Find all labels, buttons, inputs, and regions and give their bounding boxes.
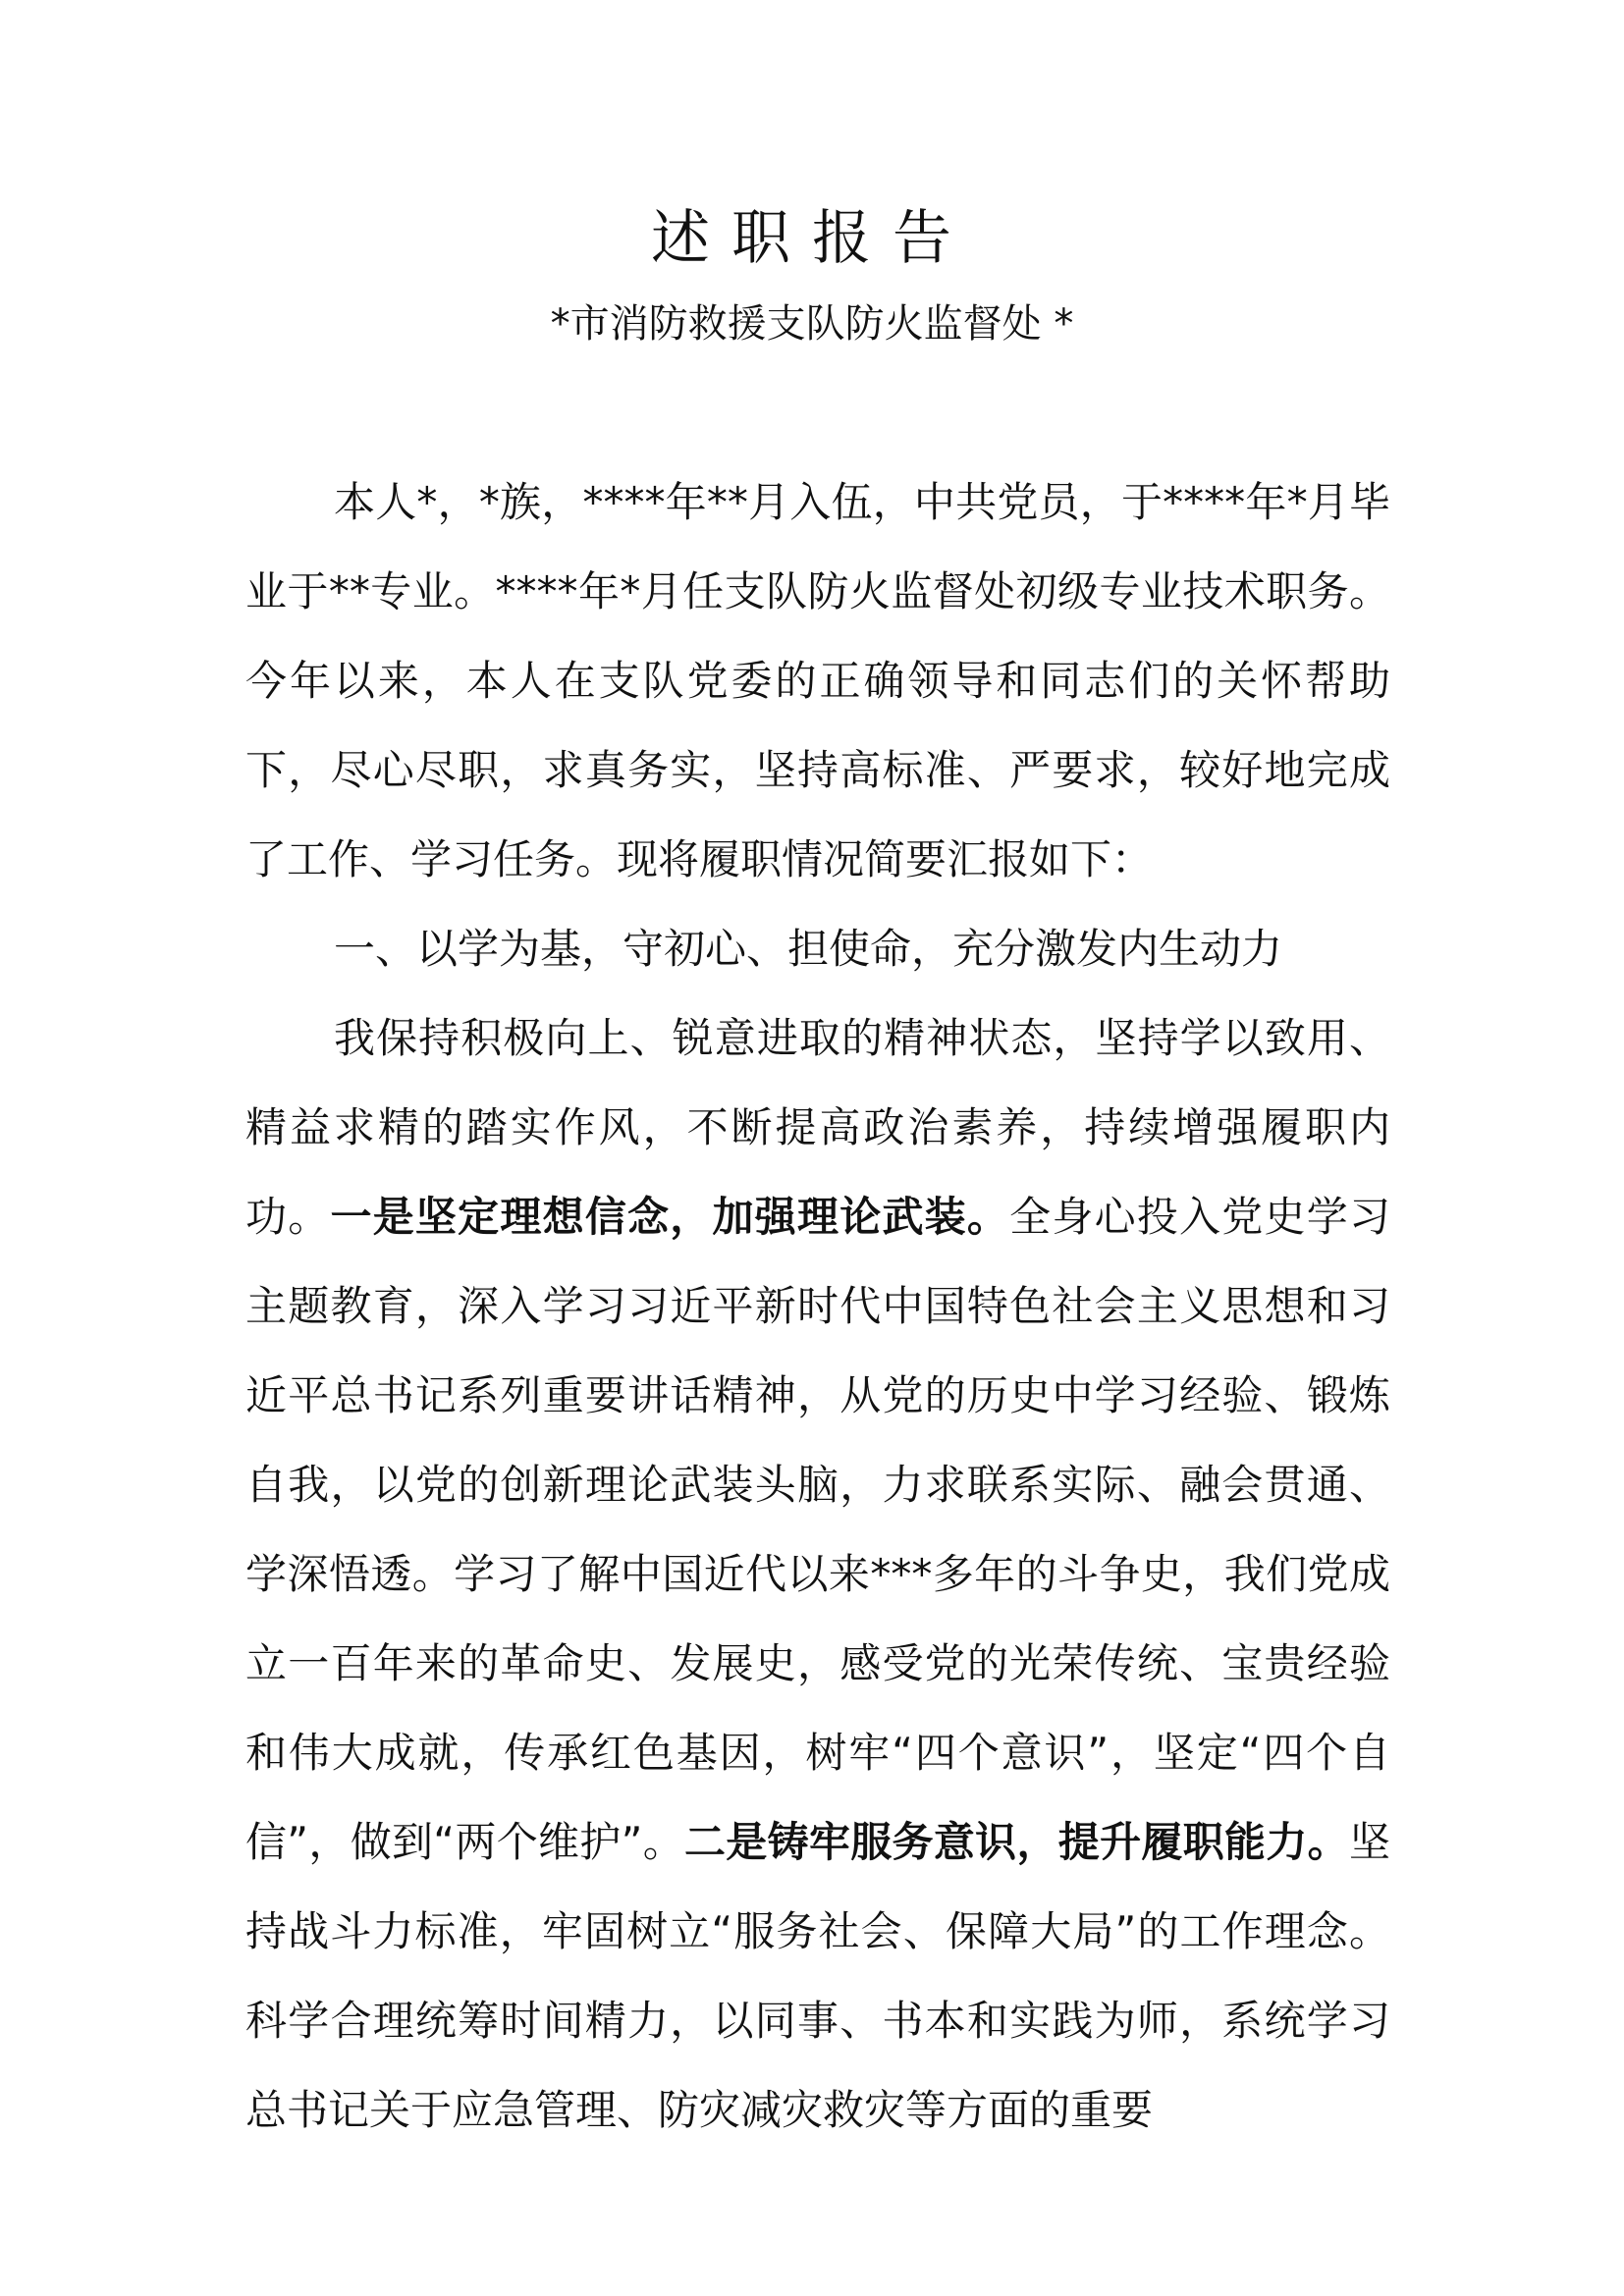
paragraph-text: 我保持积极向上、锐意进取的精神状态，坚持学以致用、精益求精的踏实作风，不断提高政治素养，持续增强履职内功。 (245, 1014, 1390, 1241)
document-subtitle: *市消防救援支队防火监督处 * (550, 301, 1074, 347)
document-title: 述职报告 (651, 204, 973, 273)
document-body (245, 457, 1390, 2155)
bold-subheading-2: 二是铸牢服务意识，提升履职能力。 (684, 1818, 1349, 1866)
intro-paragraph: 本人*，*族，****年**月入伍，中共党员，于****年*月毕业于**专业。****年*月任支队防火监督处初级专业技术职务。今年以来，本人在支队党委的正确领导和同志们的关怀帮助下，尽心尽职，求真务实，坚持高标准、严要求，较好地完成了工作、学习任务。现将履职情况简要汇报如下： (245, 478, 1390, 883)
paragraph-text: 坚持战斗力标准，牢固树立“服务社会、保障大局”的工作理念。科学合理统筹时间精力，以同事、书本和实践为师，系统学习总书记关于应急管理、防灾减灾救灾等方面的重要 (245, 1818, 1390, 2134)
paragraph-text: 全身心投入党史学习主题教育，深入学习习近平新时代中国特色社会主义思想和习近平总书记系列重要讲话精神，从党的历史中学习经验、锻炼自我，以党的创新理论武装头脑，力求联系实际、融会贯通、学深悟透。学习了解中国近代以来***多年的斗争史，我们党成立一百年来的革命史、发展史，感受党的光荣传统、宝贵经验和伟大成就，传承红色基因，树牢“四个意识”，坚定“四个自信”，做到“两个维护”。 (245, 1193, 1390, 1866)
bold-subheading-1: 一是坚定理想信念，加强理论武装。 (330, 1193, 1010, 1241)
section-heading-1: 一、以学为基，守初心、担使命，充分激发内生动力 (334, 925, 1283, 973)
section-1-paragraph (245, 993, 1390, 2155)
